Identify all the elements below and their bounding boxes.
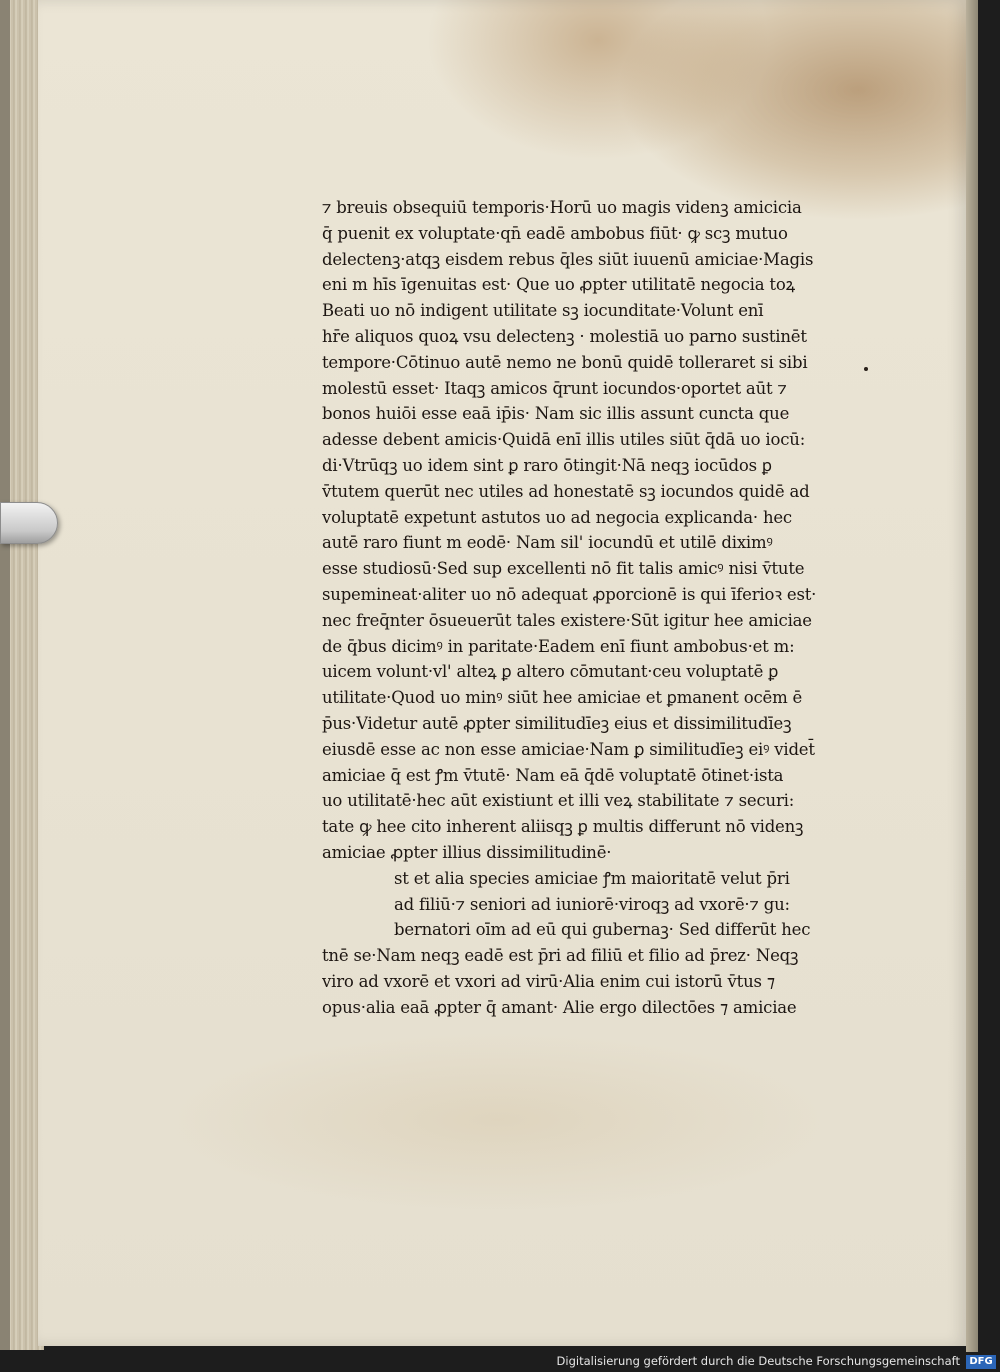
text-line: nec freq̄nter ōsueuerūt tales existere·Sūt igitur hee amiciae	[322, 610, 812, 630]
book-clip	[0, 502, 58, 544]
text-line: tempore·Cōtinuo autē nemo ne bonū quidē tolleraret si sibi	[322, 352, 808, 372]
text-line: st et alia species amiciae ꝭm maioritatē velut p̄ri	[394, 868, 790, 888]
text-line: uicem volunt·vl' alteꝝ ꝑ altero cōmutant·ceu voluptatē ꝑ	[322, 662, 779, 682]
text-line: viro ad vxorē et vxori ad virū·Alia enim cui istorū v̄tus ⁊	[322, 971, 775, 991]
text-line: molestū esset· Itaqꝫ amicos q̄runt iocundos·oportet aūt ⁊	[322, 378, 787, 398]
text-line: uo utilitatē·hec aūt existiunt et illi veꝝ stabilitate ⁊ securi:	[322, 791, 795, 811]
text-line: utilitate·Quod uo minꝰ siūt hee amiciae et ꝑmanent ocēm ē	[322, 688, 803, 708]
text-line: amiciae ꝓpter illius dissimilitudinē·	[322, 842, 612, 862]
text-line: v̄tutem querūt nec utiles ad honestatē sꝫ iocundos quidē ad	[322, 481, 810, 501]
page-right-edge	[966, 0, 978, 1352]
text-line: amiciae q̄ est ꝭm v̄tutē· Nam eā q̄dē voluptatē ōtinet·ista	[322, 765, 784, 785]
text-line: tate ꝙ hee cito inherent aliisqꝫ ꝑ multis differunt nō videnꝫ	[322, 817, 804, 837]
text-line: ad filiū·⁊ seniori ad iuniorē·viroqꝫ ad vxorē·⁊ gu:	[394, 894, 790, 914]
text-line: supemineat·aliter uo nō adequat ꝓporcionē is qui īferioꝛ est·	[322, 584, 817, 604]
text-line: eiusdē esse ac non esse amiciae·Nam ꝑ similitudīeꝫ eiꝰ videt̄	[322, 739, 815, 759]
text-line: adesse debent amicis·Quidā enī illis utiles siūt q̄dā uo iocū:	[322, 430, 806, 450]
text-line: Beati uo nō indigent utilitate sꝫ iocunditate·Volunt enī	[322, 301, 764, 321]
text-line: q̄ puenit ex voluptate·qn̄ eadē ambobus fiūt· ꝙ scꝫ mutuo	[322, 223, 788, 243]
binding-shadow	[0, 0, 10, 1350]
text-line: opus·alia eaā ꝓpter q̄ amant· Alie ergo dilectōes ⁊ amiciae	[322, 997, 797, 1017]
text-line: bernatori oīm ad eū qui gubernaꝫ· Sed differūt hec	[394, 920, 811, 940]
text-line: bonos huiōi esse eaā ip̄is· Nam sic illis assunt cuncta que	[322, 404, 790, 424]
text-line: voluptatē expetunt astutos uo ad negocia explicanda· hec	[322, 507, 792, 527]
text-line: ⁊ breuis obsequiū temporis·Horū uo magis videnꝫ amicicia	[322, 198, 802, 217]
text-line: tnē se·Nam neqꝫ eadē est p̄ri ad filiū et filio ad p̄rez· Neqꝫ	[322, 946, 799, 966]
text-line: p̄us·Videtur autē ꝓpter similitudīeꝫ eius et dissimilitudīeꝫ	[322, 713, 792, 733]
footer-bar	[0, 1352, 1000, 1372]
text-line: autē raro fiunt m eodē· Nam sil' iocundū et utilē diximꝰ	[322, 533, 773, 553]
text-column	[322, 195, 822, 1021]
text-line: eni m hīs īgenuitas est· Que uo ꝓpter utilitatē negocia toꝝ	[322, 275, 795, 295]
ink-spot	[864, 367, 868, 371]
text-line: esse studiosū·Sed sup excellenti nō fit talis amicꝰ nisi v̄tute	[322, 559, 805, 579]
text-line: de q̄bus dicimꝰ in paritate·Eadem enī fiunt ambobus·et m:	[322, 636, 795, 656]
text-line: di·Vtrūqꝫ uo idem sint ꝑ raro ōtingit·Nā neqꝫ iocūdos ꝑ	[322, 455, 772, 475]
text-line: delectenꝫ·atqꝫ eisdem rebus q̄les siūt iuuenū amiciae·Magis	[322, 249, 814, 269]
text-line: hr̄e aliquos quoꝝ vsu delectenꝫ · molestiā uo parno sustinēt	[322, 326, 807, 346]
dfg-logo: DFG	[966, 1355, 996, 1369]
funding-credit: Digitalisierung gefördert durch die Deutsche Forschungsgemeinschaft	[556, 1354, 960, 1368]
